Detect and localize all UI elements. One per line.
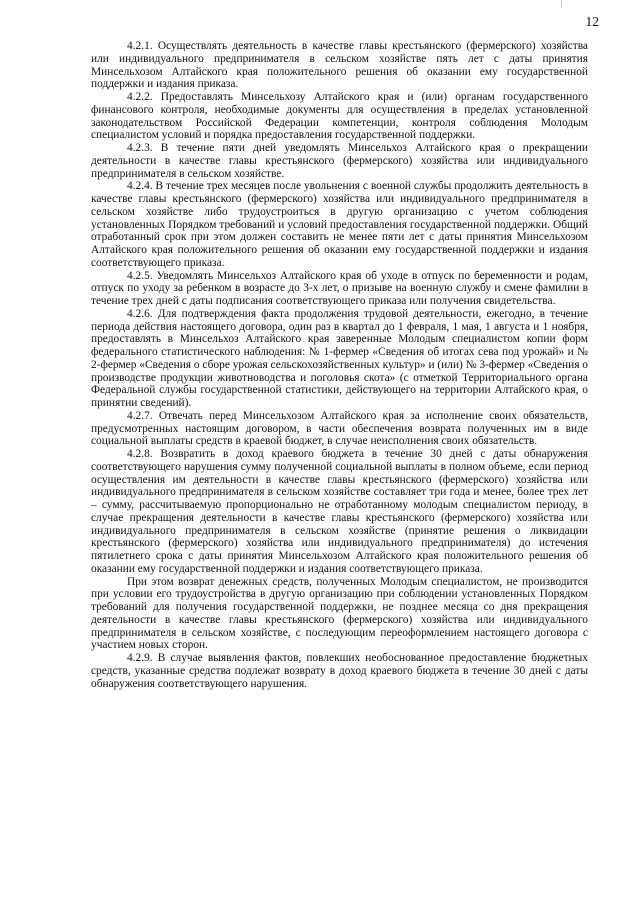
paragraph-4-2-8: 4.2.8. Возвратить в доход краевого бюджета в течение 30 дней с даты обнаружения соответствующего нарушения сумму полученной социальной выплаты в полном объеме, если период осуществления им деятельности в качестве главы крестьянского (фермерского) хозяйства или индивидуального предпринимателя в сельском хозяйстве составляет три года и менее, более трех лет – сумму, рассчитываемую пропорционально не отработанному молодым специалистом периоду, в случае прекращения деятельности в качестве главы крестьянского (фермерского) хозяйства или индивидуального предпринимателя в сельском хозяйстве (принятие решения о ликвидации крестьянского (фермерского) хозяйства или индивидуального предпринимателя) до истечения пятилетнего срока с даты принятия Минсельхозом Алтайского края положительного решения об оказании ему государственной поддержки и издания соответствующего приказа. [91, 448, 588, 575]
document-body [91, 40, 588, 690]
paragraph-4-2-5: 4.2.5. Уведомлять Минсельхоз Алтайского края об уходе в отпуск по беременности и родам, отпуск по уходу за ребенком в возрасте до 3-х лет, о призыве на военную службу и смене фамилии в течение трех дней с даты подписания соответствующего приказа или получения свидетельства. [91, 269, 588, 307]
paragraph-4-2-9: 4.2.9. В случае выявления фактов, повлекших необоснованное предоставление бюджетных средств, указанные средства подлежат возврату в доход краевого бюджета в течение 30 дней с даты обнаружения соответствующего нарушения. [91, 652, 588, 690]
paragraph-4-2-1: 4.2.1. Осуществлять деятельность в качестве главы крестьянского (фермерского) хозяйства или индивидуального предпринимателя в сельском хозяйстве пять лет с даты принятия Минсельхозом Алтайского края положительного решения об оказании ему государственной поддержки и издания приказа. [91, 40, 588, 91]
paragraph-4-2-8-note: При этом возврат денежных средств, полученных Молодым специалистом, не производится при условии его трудоустройства в другую организацию при соблюдении установленных Порядком требований для получения государственной поддержки, не позднее месяца со дня прекращения деятельности в качестве главы крестьянского (фермерского) хозяйства или индивидуального предпринимателя в сельском хозяйстве, с последующим переоформлением настоящего договора с участием новых сторон. [91, 575, 588, 652]
page-number: 12 [585, 14, 599, 29]
scan-artifact [561, 0, 562, 8]
paragraph-4-2-6: 4.2.6. Для подтверждения факта продолжения трудовой деятельности, ежегодно, в течение периода действия настоящего договора, один раз в квартал до 1 февраля, 1 мая, 1 августа и 1 ноября, предоставлять в Минсельхоз Алтайского края заверенные Молодым специалистом копии форм федерального статистического наблюдения: № 1-фермер «Сведения об итогах сева под урожай» и № 2-фермер «Сведения о сборе урожая сельскохозяйственных культур» и (или) № 3-фермер «Сведения о производстве продукции животноводства и поголовья скота» (с отметкой Территориального органа Федеральной службы государственной статистики, действующего на территории Алтайского края, о принятии сведений). [91, 307, 588, 409]
paragraph-4-2-4: 4.2.4. В течение трех месяцев после увольнения с военной службы продолжить деятельность в качестве главы крестьянского (фермерского) хозяйства или индивидуального предпринимателя в сельском хозяйстве либо трудоустроиться в другую организацию с учетом соблюдения установленных Порядком требований и условий предоставления государственной поддержки. Общий отработанный срок при этом должен составить не менее пяти лет с даты принятия Минсельхозом Алтайского края положительного решения об оказании ему государственной поддержки и издания соответствующего приказа. [91, 180, 588, 269]
paragraph-4-2-7: 4.2.7. Отвечать перед Минсельхозом Алтайского края за исполнение своих обязательств, предусмотренных настоящим договором, в части обеспечения возврата полученных им в виде социальной выплаты средств в краевой бюджет, в случае неисполнения своих обязательств. [91, 409, 588, 448]
paragraph-4-2-2: 4.2.2. Предоставлять Минсельхозу Алтайского края и (или) органам государственного финансового контроля, необходимые документы для осуществления в пределах установленной законодательством Российской Федерации компетенции, контроля соблюдения Молодым специалистом условий и порядка предоставления государственной поддержки. [91, 91, 588, 142]
paragraph-4-2-3: 4.2.3. В течение пяти дней уведомлять Минсельхоз Алтайского края о прекращении деятельности в качестве главы крестьянского (фермерского) хозяйства или индивидуального предпринимателя в сельском хозяйстве. [91, 142, 588, 180]
